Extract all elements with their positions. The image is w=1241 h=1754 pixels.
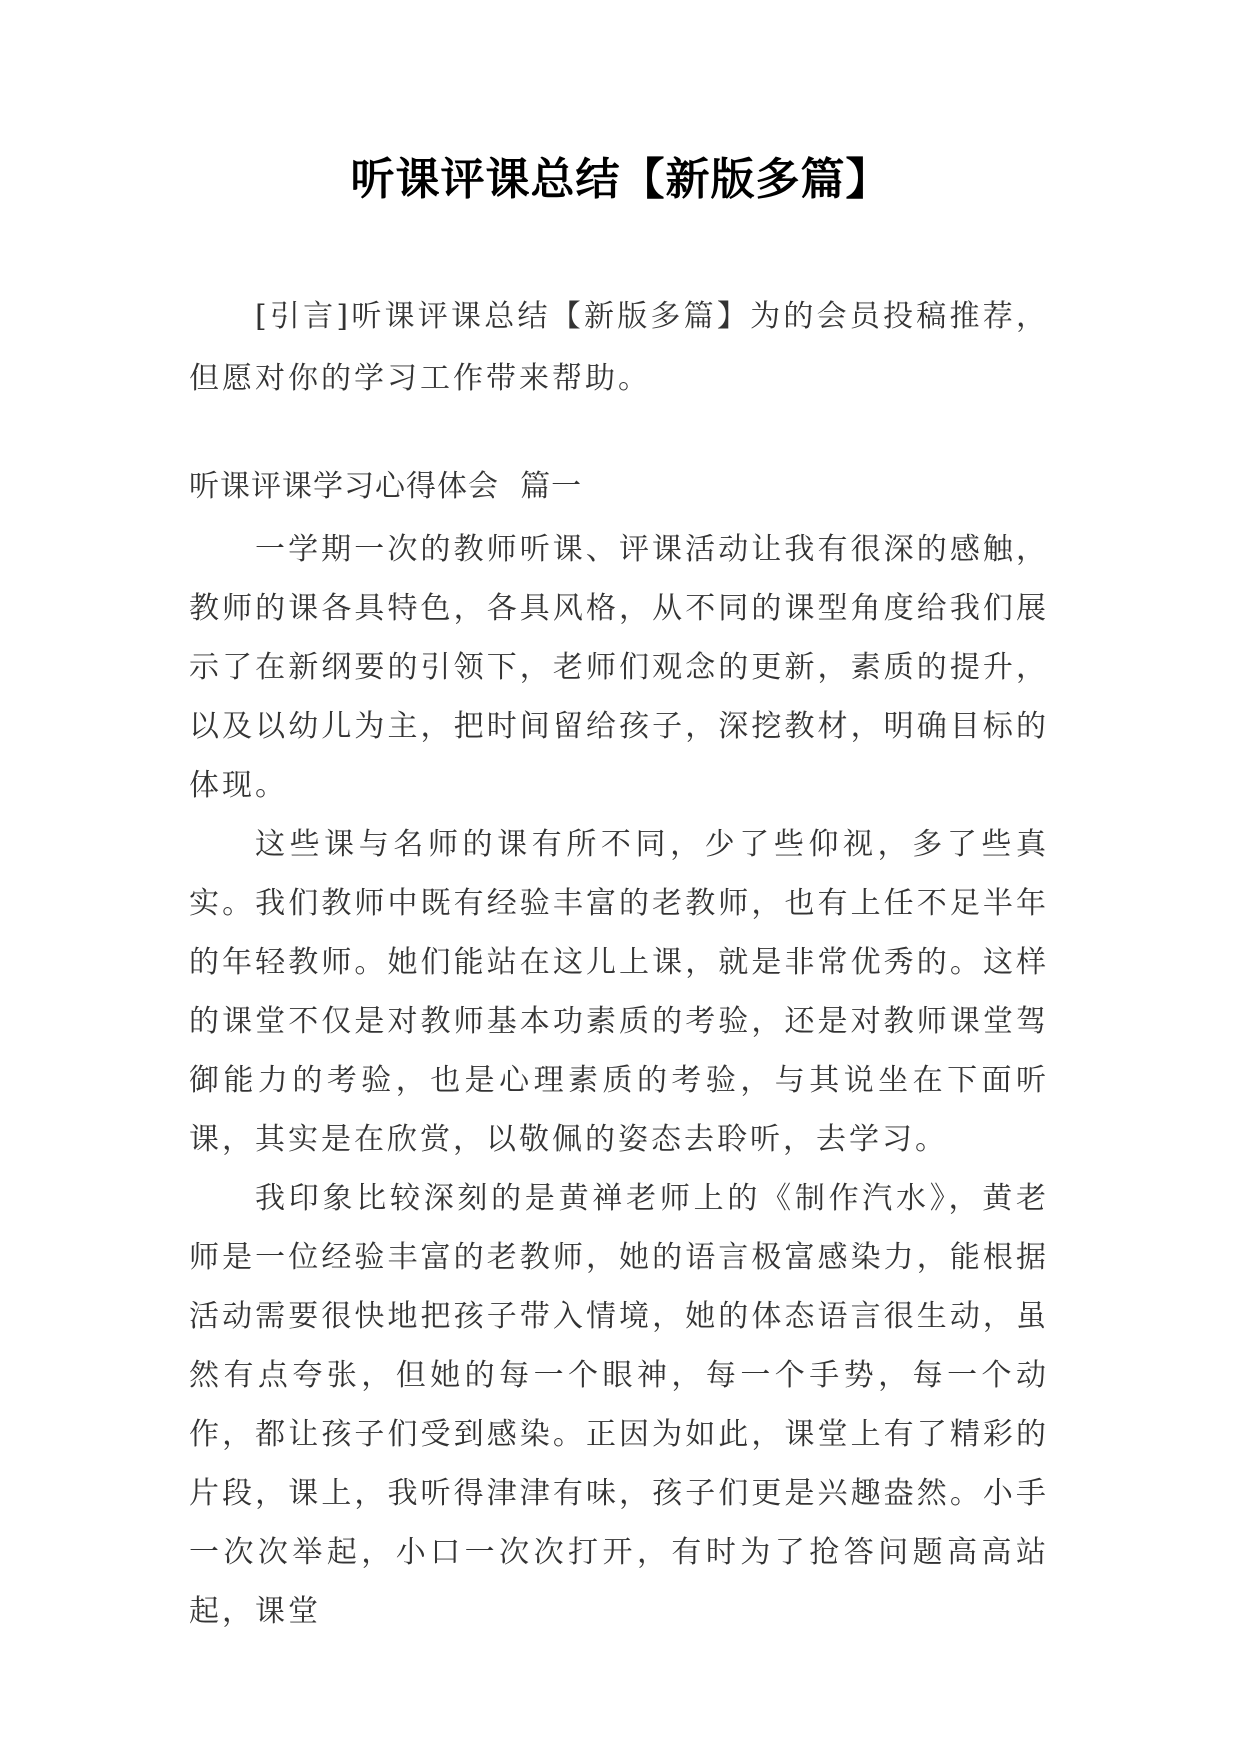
- section-heading: 听课评课学习心得体会 篇一: [189, 469, 583, 504]
- body-paragraph-3: 我印象比较深刻的是黄禅老师上的《制作汽水》，黄老师是一位经验丰富的老教师，她的语言极富感染力，能根据活动需要很快地把孩子带入情境，她的体态语言很生动，虽然有点夸张，但她的每一个眼神，每一个手势，每一个动作，都让孩子们受到感染。正因为如此，课堂上有了精彩的片段，课上，我听得津津有味，孩子们更是兴趣盎然。小手一次次举起，小口一次次打开，有时为了抢答问题高高站起，课堂: [189, 1181, 1049, 1629]
- body-paragraph-1: 一学期一次的教师听课、评课活动让我有很深的感触，教师的课各具特色，各具风格，从不同的课型角度给我们展示了在新纲要的引领下，老师们观念的更新，素质的提升，以及以幼儿为主，把时间留给孩子，深挖教材，明确目标的体现。: [189, 532, 1049, 803]
- body-text: [189, 520, 1049, 1641]
- intro-block: [189, 286, 1049, 410]
- document-title: 听课评课总结【新版多篇】: [350, 154, 891, 205]
- body-paragraph-2: 这些课与名师的课有所不同，少了些仰视，多了些真实。我们教师中既有经验丰富的老教师，也有上任不足半年的年轻教师。她们能站在这儿上课，就是非常优秀的。这样的课堂不仅是对教师基本功素质的考验，还是对教师课堂驾御能力的考验，也是心理素质的考验，与其说坐在下面听课，其实是在欣赏，以敬佩的姿态去聆听，去学习。: [189, 827, 1049, 1157]
- intro-paragraph: [引言]听课评课总结【新版多篇】为的会员投稿推荐，但愿对你的学习工作带来帮助。: [189, 299, 1049, 396]
